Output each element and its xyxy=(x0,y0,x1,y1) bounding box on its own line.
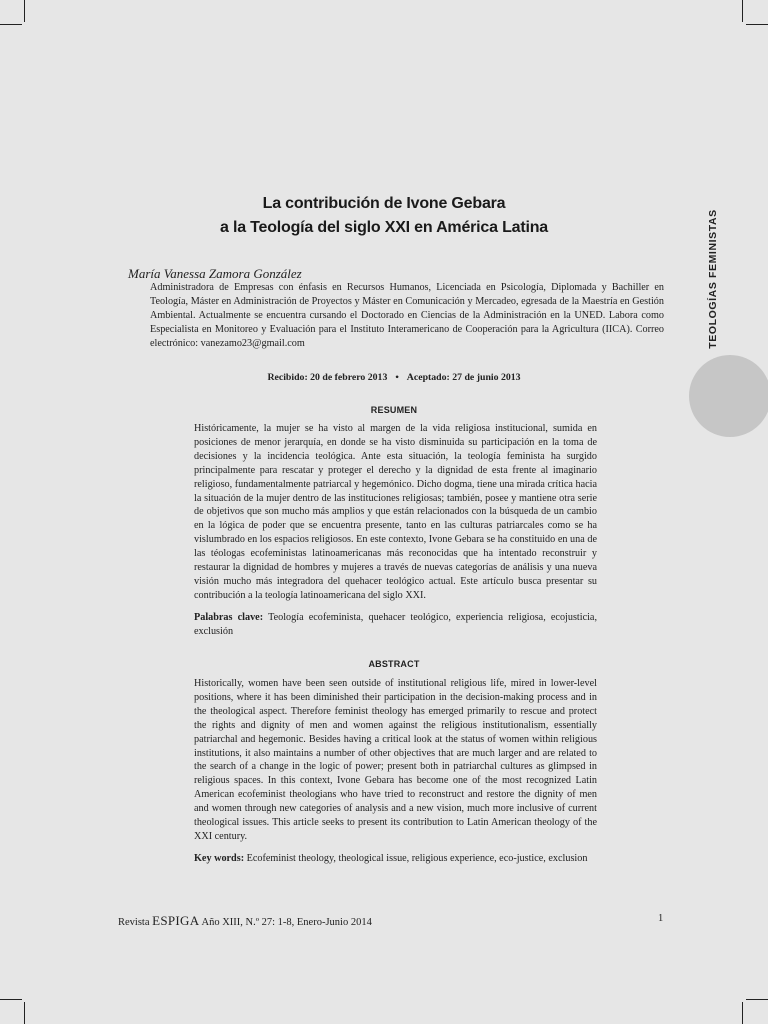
crop-mark xyxy=(0,999,22,1000)
author-bio: Administradora de Empresas con énfasis en Recursos Humanos, Licenciada en Psicología, Diplomada y Bachiller en Teología, Máster en Administración de Proyectos y Máster en Comunicación y Mercadeo, egresada de la Maestría en Gestión Ambiental. Actualmente se encuentra cursando el Doctorado en Ciencias de la Administración en la UNED. Labora como Especialista en Monitoreo y Evaluación para el Instituto Interamericano de Cooperación para la Agricultura (IICA). Correo electrónico: vanezamo23@gmail.com xyxy=(150,282,664,350)
footer-prefix: Revista xyxy=(118,917,150,928)
abstract-keywords xyxy=(194,852,597,866)
abstract-text: Historically, women have been seen outside of institutional religious life, mired in lower-level positions, where it has been diminished their participation in the decision-making process and in the theological aspect. Therefore feminist theology has emerged primarily to rescue and protect the rights and dignity of men and women against the religious institutionalism, essentially patriarchal and hegemonic. Besides having a critical look at the status of women within religious institutions, it also maintains a number of other objectives that are much larger and are related to the search of a change in the logic of power; present both in patriarchal cultures as glimpsed in religious spaces. In this context, Ivone Gebara has become one of the most recognized Latin American ecofeminist theologians who have tried to reconstruct and restore the dignity of men and women through new categories of analysis and a new vision, much more inclusive of current theological issues. This article seeks to present its contribution to Latin American theology of the XXI century. xyxy=(194,678,597,842)
keywords-label: Palabras clave: xyxy=(194,612,264,623)
resumen-text: Históricamente, la mujer se ha visto al margen de la vida religiosa institucional, sumida en posiciones de menor jerarquía, en donde se ha visto disminuida su participación en la toma de decisiones y la incidencia teológica. Ante esta situación, la teología feminista ha surgido principalmente para rescatar y proteger el derecho y la dignidad de esta frente al imaginario religioso, fundamentalmente patriarcal y hegemónico. Dicho dogma, tiene una mirada crítica hacia la situación de la mujer dentro de las instituciones religiosas; también, posee y mantiene otra serie de objetivos que son mucho más amplios y que están relacionados con la búsqueda de un cambio en la lógica de poder que se encuentra presente, tanto en las culturas patriarcales como se ha vislumbrado en los espacios religiosos. En este contexto, Ivone Gebara se ha constituido en una de las téologas ecofeministas latinoamericanas más reconocidas que ha intentado reconstruir y restaurar la dignidad de hombres y mujeres a través de nuevas categorías de análisis y una nueva visión mucho más integradora del quehacer teológico actual. Este artículo busca presentar su contribución a la teología latinoamericana del siglo XXI. xyxy=(194,423,597,601)
crop-mark xyxy=(24,0,25,22)
author-name: María Vanessa Zamora González xyxy=(128,266,302,281)
journal-name: ESPIGA xyxy=(152,913,200,928)
article-title xyxy=(0,192,768,240)
section-tab-marker xyxy=(689,355,768,437)
received-date: Recibido: 20 de febrero 2013 xyxy=(267,372,388,383)
section-side-label xyxy=(706,204,720,354)
crop-mark xyxy=(746,999,768,1000)
keywords-value: Ecofeminist theology, theological issue, religious experience, eco-justice, exclusion xyxy=(246,853,588,864)
submission-dates xyxy=(0,372,768,383)
keywords-value: Teología ecofeminista, quehacer teológico, experiencia religiosa, ecojusticia, exclusión xyxy=(194,612,598,637)
title-line-2: a la Teología del siglo XXI en América Latina xyxy=(220,219,548,236)
crop-mark xyxy=(746,24,768,25)
crop-mark xyxy=(24,1002,25,1024)
abstract-heading: ABSTRACT xyxy=(368,659,420,669)
crop-mark xyxy=(742,1002,743,1024)
journal-footer xyxy=(118,913,372,929)
crop-mark xyxy=(742,0,743,22)
section-label-text: TEOLOGÍAS FEMINISTAS xyxy=(707,209,719,349)
resumen-heading: RESUMEN xyxy=(370,405,418,415)
page-number: 1 xyxy=(658,913,664,924)
accepted-date: Aceptado: 27 de junio 2013 xyxy=(406,372,521,383)
issue-details: Año XIII, N.º 27: 1-8, Enero-Junio 2014 xyxy=(201,917,372,928)
resumen-keywords xyxy=(194,611,597,639)
date-separator: • xyxy=(395,372,399,383)
title-line-1: La contribución de Ivone Gebara xyxy=(262,195,506,212)
crop-mark xyxy=(0,24,22,25)
keywords-label: Key words: xyxy=(194,853,245,864)
